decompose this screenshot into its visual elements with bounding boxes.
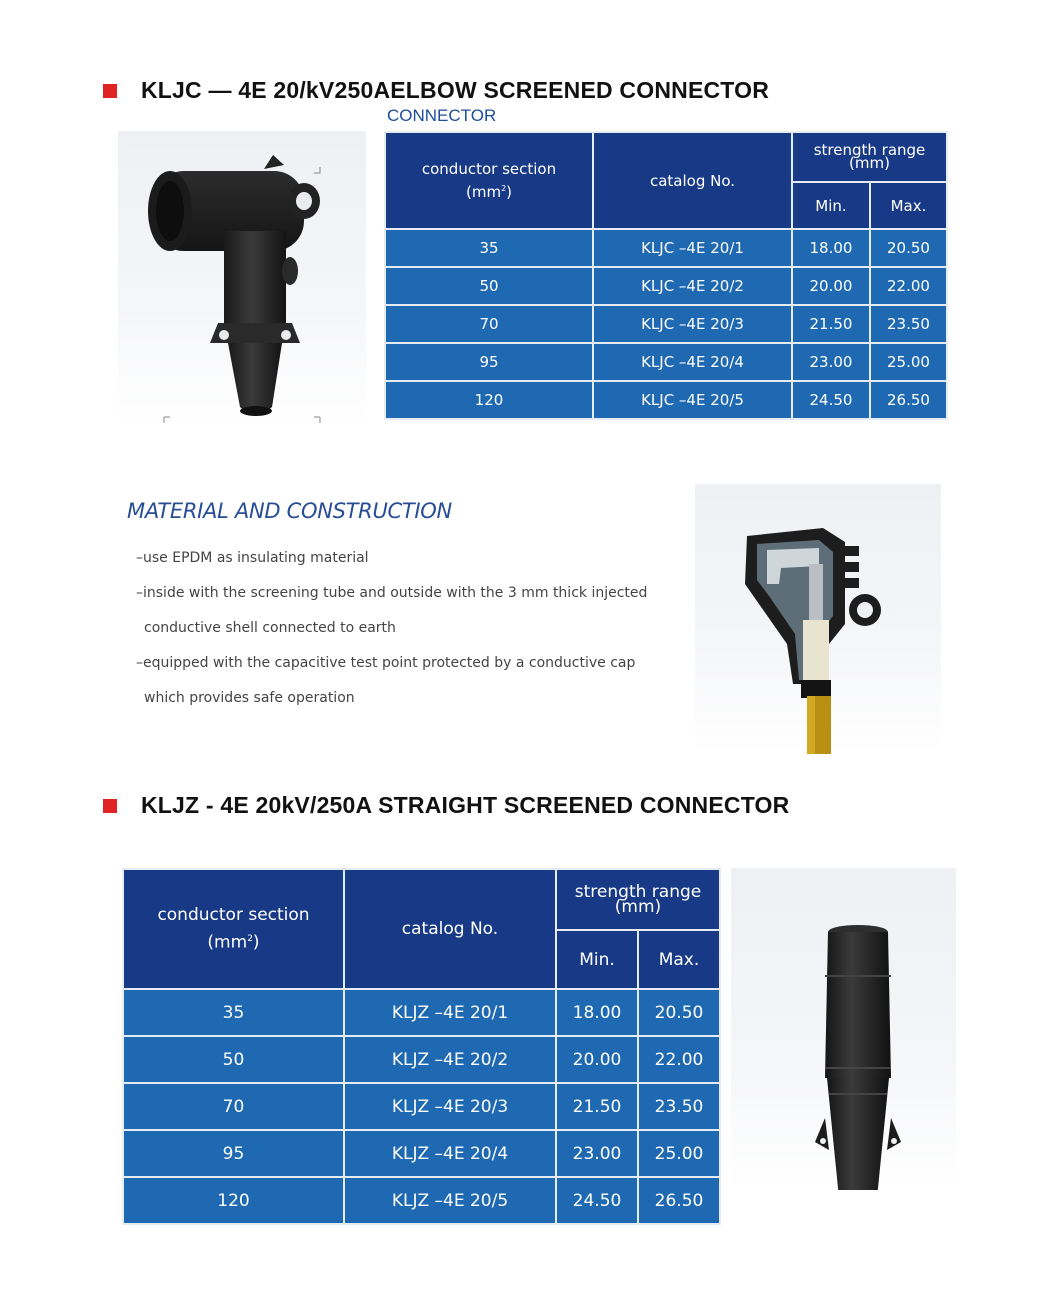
header-max: Max. [870,182,947,229]
cell-max: 20.50 [870,229,947,267]
header-strength-label: strength range [574,881,702,902]
cell-catalog: KLJC –4E 20/2 [593,267,792,305]
material-line: –use EPDM as insulating material [136,550,369,566]
header-min: Min. [792,182,870,229]
cell-min: 18.00 [792,229,870,267]
material-line: –equipped with the capacitive test point protected by a conductive cap [136,655,636,671]
header-conductor-label: conductor section [157,905,310,926]
cell-max: 26.50 [638,1177,720,1224]
cell-catalog: KLJC –4E 20/3 [593,305,792,343]
section2-heading-text: KLJZ - 4E 20kV/250A STRAIGHT SCREENED CONNECTOR [141,792,790,818]
cell-max: 20.50 [638,989,720,1036]
elbow-connector-image [118,131,366,425]
cell-catalog: KLJC –4E 20/5 [593,381,792,419]
cell-max: 22.00 [638,1036,720,1083]
table-row [123,1083,720,1130]
header-strength-unit: (mm) [614,896,662,917]
header-catalog-no: catalog No. [593,132,792,229]
cell-max: 22.00 [870,267,947,305]
cell-max: 25.00 [638,1130,720,1177]
header-conductor-unit-end: ) [506,183,513,201]
header-catalog-no: catalog No. [344,869,556,989]
cell-section: 35 [123,989,344,1036]
cell-min: 21.50 [556,1083,638,1130]
cross-section-image [695,484,941,754]
cell-section: 50 [123,1036,344,1083]
cell-min: 23.00 [556,1130,638,1177]
header-conductor-unit-sup: 2 [501,184,507,193]
cell-max: 25.00 [870,343,947,381]
header-conductor-unit-end: ) [252,932,260,953]
red-square-bullet-icon [103,799,117,813]
cell-catalog: KLJZ –4E 20/3 [344,1083,556,1130]
cell-catalog: KLJC –4E 20/1 [593,229,792,267]
cell-catalog: KLJZ –4E 20/4 [344,1130,556,1177]
table-row [123,989,720,1036]
cell-max: 23.50 [638,1083,720,1130]
cell-catalog: KLJZ –4E 20/1 [344,989,556,1036]
header-strength-label: strength range [813,141,926,159]
cell-min: 18.00 [556,989,638,1036]
cell-min: 20.00 [556,1036,638,1083]
table-row [385,381,947,419]
elbow-connector-photo [118,131,366,425]
cell-section: 70 [385,305,593,343]
cross-section-photo [695,484,941,754]
cell-min: 24.50 [792,381,870,419]
header-conductor-section [385,132,593,229]
header-conductor-unit: (mm [207,932,248,953]
header-conductor-label: conductor section [421,160,557,178]
cell-section: 95 [385,343,593,381]
table-row [385,267,947,305]
cell-section: 70 [123,1083,344,1130]
table-row [123,1130,720,1177]
cell-catalog: KLJZ –4E 20/5 [344,1177,556,1224]
table-row [123,1177,720,1224]
section1-subheading: CONNECTOR [387,106,497,125]
table-row [385,229,947,267]
material-line: –inside with the screening tube and outside with the 3 mm thick injected [136,585,648,601]
cell-catalog: KLJZ –4E 20/2 [344,1036,556,1083]
cell-min: 23.00 [792,343,870,381]
header-max: Max. [638,930,720,989]
cell-section: 95 [123,1130,344,1177]
header-conductor-unit-sup: 2 [247,934,253,945]
header-strength-range [556,869,720,930]
kljc-spec-table [384,131,948,420]
cell-min: 20.00 [792,267,870,305]
section1-heading [103,77,769,104]
header-conductor-unit: (mm [465,183,502,201]
cell-section: 50 [385,267,593,305]
cell-max: 23.50 [870,305,947,343]
header-strength-unit: (mm) [849,154,890,172]
cell-max: 26.50 [870,381,947,419]
cell-min: 24.50 [556,1177,638,1224]
section1-heading-text: KLJC — 4E 20/kV250AELBOW SCREENED CONNECTOR [141,77,770,103]
header-conductor-section [123,869,344,989]
straight-connector-image [731,868,956,1190]
cell-catalog: KLJC –4E 20/4 [593,343,792,381]
material-line: conductive shell connected to earth [144,620,396,636]
kljz-spec-table [122,868,721,1225]
cell-section: 120 [385,381,593,419]
header-strength-range [792,132,947,182]
red-square-bullet-icon [103,84,117,98]
cell-min: 21.50 [792,305,870,343]
material-title: MATERIAL AND CONSTRUCTION [127,499,452,523]
straight-connector-photo [731,868,956,1190]
table-row [123,1036,720,1083]
section2-heading [103,792,789,819]
table-row [385,343,947,381]
header-min: Min. [556,930,638,989]
cell-section: 120 [123,1177,344,1224]
material-line: which provides safe operation [144,690,355,706]
cell-section: 35 [385,229,593,267]
table-row [385,305,947,343]
